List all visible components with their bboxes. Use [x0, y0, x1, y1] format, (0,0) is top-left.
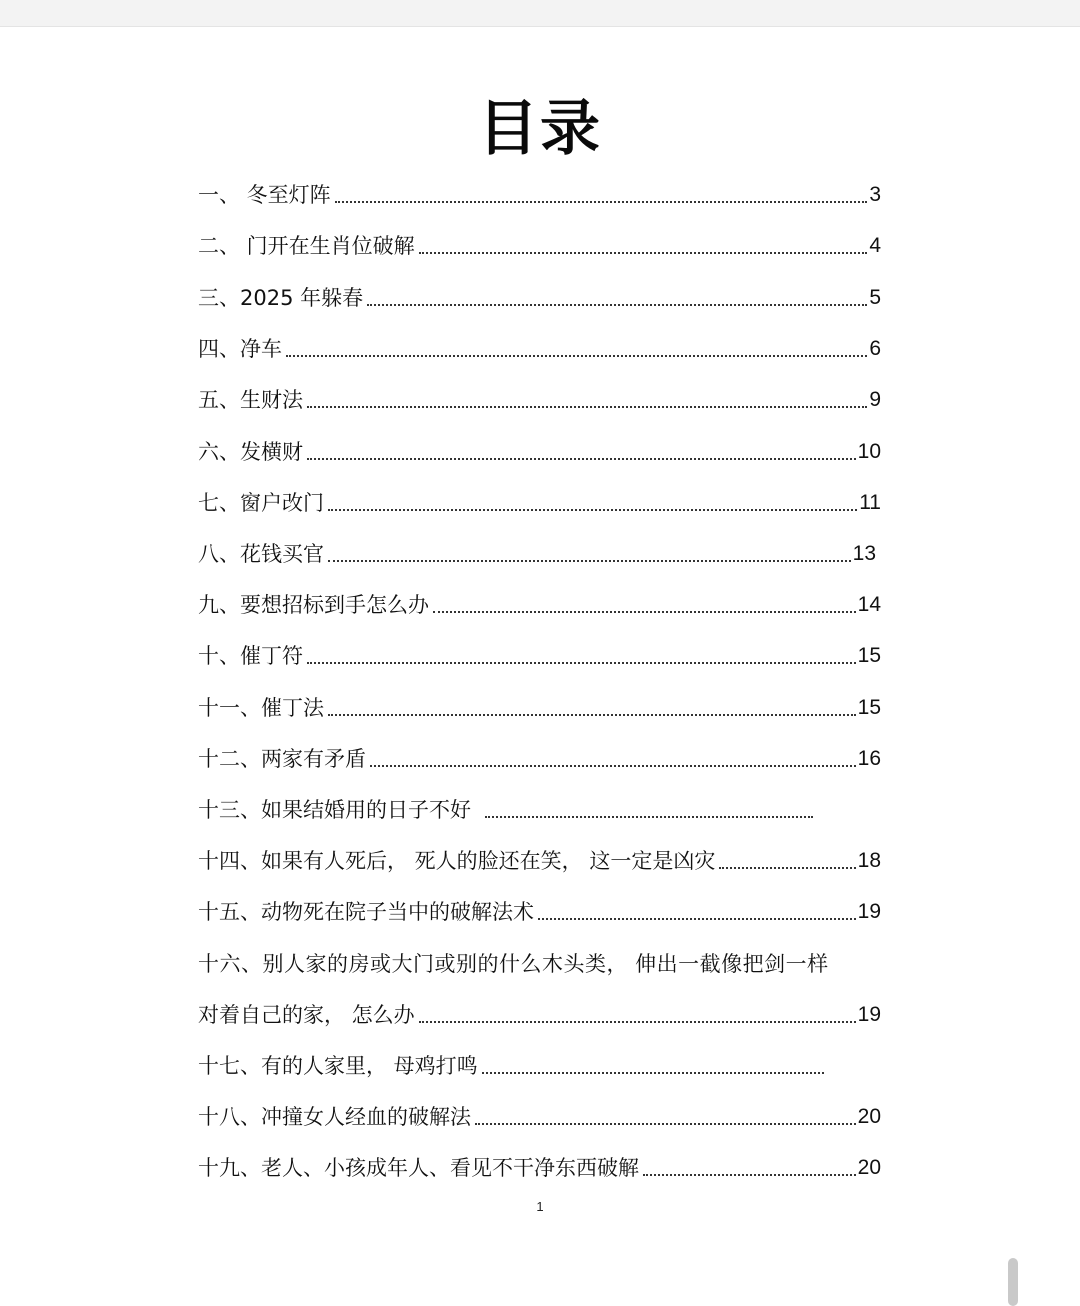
- toc-entry[interactable]: [198, 433, 881, 467]
- toc-entry-page: 6: [869, 337, 881, 360]
- toc-entry-label: 十三、如果结婚用的日子不好: [198, 798, 471, 822]
- toc-entry-label: 十九、老人、小孩成年人、看见不干净东西破解: [198, 1156, 639, 1180]
- toc-entry-label: 十六、别人家的房或大门或别的什么木头类， 伸出一截像把剑一样: [198, 952, 829, 976]
- toc-entry-page: 15: [857, 644, 881, 667]
- toc-leader-dots: [433, 611, 856, 613]
- toc-leader-dots: [286, 355, 867, 357]
- page-title: 目录: [478, 94, 602, 164]
- toc-entry-page: 11: [859, 491, 881, 514]
- toc-entry[interactable]: [198, 842, 881, 876]
- document-page: [0, 27, 1080, 1306]
- toc-entry-label: 十五、动物死在院子当中的破解法术: [198, 900, 534, 924]
- toc-entry[interactable]: [198, 1149, 881, 1183]
- toc-entry-page: 4: [869, 234, 881, 257]
- toc-leader-dots: [370, 765, 856, 767]
- toc-entry-label: 六、发横财: [198, 440, 303, 464]
- toc-entry-page: 16: [857, 747, 881, 770]
- toc-entry[interactable]: [198, 227, 881, 261]
- toc-leader-dots: [475, 1123, 856, 1125]
- toc-entry-label: 一、 冬至灯阵: [198, 183, 331, 207]
- toc-entry-label: 十七、有的人家里， 母鸡打鸣: [198, 1054, 478, 1078]
- toc-entry-label: 三、2025 年躲春: [198, 286, 364, 310]
- toc-leader-dots: [419, 252, 868, 254]
- toc-entry[interactable]: [198, 1047, 881, 1081]
- toc-entry[interactable]: [198, 535, 876, 569]
- toc-entry[interactable]: [198, 637, 881, 671]
- toc-leader-dots: [328, 509, 857, 511]
- toc-entry-label: 五、生财法: [198, 388, 303, 412]
- toc-entry-page: 18: [857, 849, 881, 872]
- toc-leader-dots: [307, 406, 867, 408]
- page-number: 1: [536, 1199, 544, 1214]
- toc-leader-dots: [719, 867, 855, 869]
- toc-entry-page: 5: [869, 286, 881, 309]
- toc-entry-page: 13: [852, 542, 876, 565]
- toc-leader-dots: [307, 662, 856, 664]
- toc-entry-label: 八、花钱买官: [198, 542, 324, 566]
- toc-entry[interactable]: [198, 893, 881, 927]
- toc-leader-dots: [335, 201, 868, 203]
- toc-entry-label: 对着自己的家， 怎么办: [198, 1003, 415, 1027]
- toc-entry[interactable]: [198, 586, 881, 620]
- toc-entry[interactable]: [198, 945, 881, 979]
- toc-entry[interactable]: [198, 1098, 881, 1132]
- toc-leader-dots: [307, 458, 856, 460]
- toc-entry-page: 20: [857, 1156, 881, 1179]
- toc-entry-page: 9: [869, 388, 881, 411]
- toc-entry[interactable]: [198, 689, 881, 723]
- toc-leader-dots: [367, 304, 867, 306]
- toc-leader-dots: [538, 918, 856, 920]
- toc-leader-dots: [485, 816, 813, 818]
- toc-leader-dots: [643, 1174, 856, 1176]
- toc-entry[interactable]: [198, 381, 881, 415]
- toc-entry-page: 10: [857, 440, 881, 463]
- toc-entry[interactable]: [198, 791, 881, 825]
- toc-entry-label: 二、 门开在生肖位破解: [198, 234, 415, 258]
- toc-entry-page: 19: [857, 1003, 881, 1026]
- toc-entry[interactable]: [198, 740, 881, 774]
- toc-entry-page: 3: [869, 183, 881, 206]
- toc-entry-label: 十一、催丁法: [198, 696, 324, 720]
- toc-entry-label: 四、净车: [198, 337, 282, 361]
- toc-entry-label: 七、窗户改门: [198, 491, 324, 515]
- toc-entry-page: 15: [857, 696, 881, 719]
- toc-leader-dots: [328, 714, 856, 716]
- toc-leader-dots: [328, 560, 851, 562]
- toc-entry-page: 14: [857, 593, 881, 616]
- toc-entry[interactable]: [198, 330, 881, 364]
- toc-entry[interactable]: [198, 279, 881, 313]
- toc-entry-label: 九、要想招标到手怎么办: [198, 593, 429, 617]
- toc-entry[interactable]: [198, 484, 881, 518]
- toc-entry-label: 十二、两家有矛盾: [198, 747, 366, 771]
- scrollbar-thumb[interactable]: [1008, 1258, 1018, 1306]
- toc-entry[interactable]: [198, 996, 881, 1030]
- toc-leader-dots: [482, 1072, 824, 1074]
- toc-leader-dots: [419, 1021, 856, 1023]
- toc-entry-page: 19: [857, 900, 881, 923]
- toc-entry-label: 十四、如果有人死后， 死人的脸还在笑， 这一定是凶灾: [198, 849, 716, 873]
- toc-entry-page: 20: [857, 1105, 881, 1128]
- toc-entry[interactable]: [198, 176, 881, 210]
- viewer-top-bar: [0, 0, 1080, 27]
- toc-entry-label: 十、催丁符: [198, 644, 303, 668]
- toc-entry-label: 十八、冲撞女人经血的破解法: [198, 1105, 471, 1129]
